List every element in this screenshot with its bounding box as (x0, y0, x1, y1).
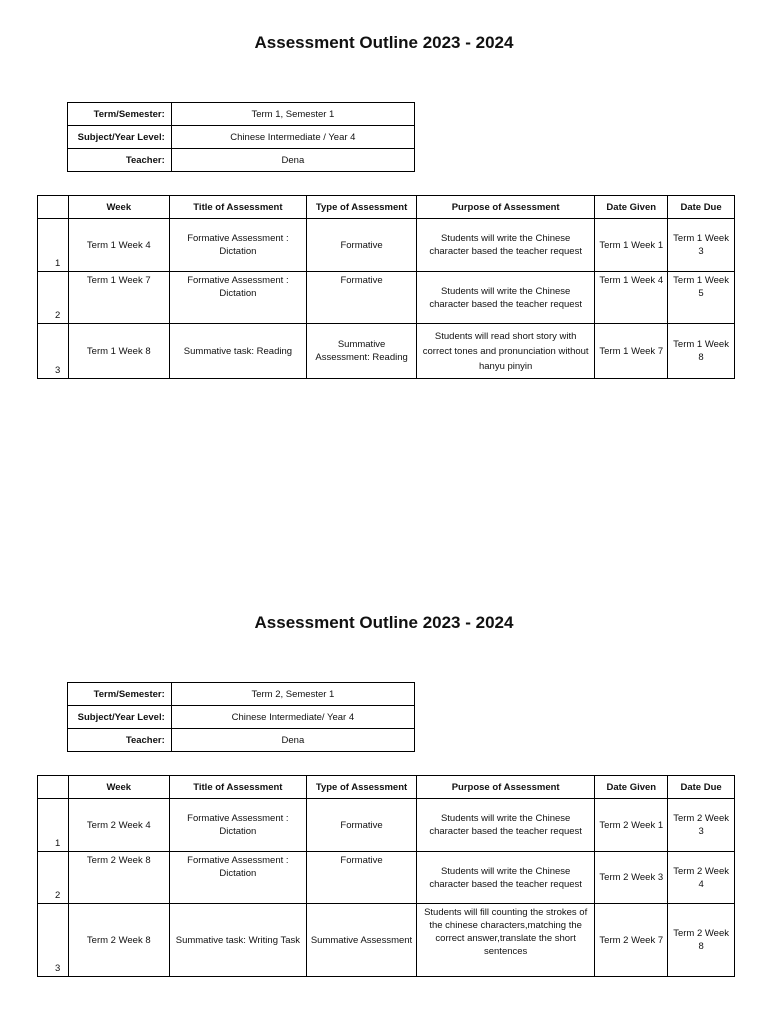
header-purpose: Purpose of Assessment (416, 776, 595, 799)
info-row-term (68, 683, 415, 706)
week-cell: Term 1 Week 8 (68, 324, 169, 379)
header-title: Title of Assessment (169, 196, 307, 219)
header-week: Week (68, 196, 169, 219)
header-num (38, 196, 69, 219)
type-cell: Formative (307, 272, 417, 324)
table-header-row (38, 196, 735, 219)
row-number: 3 (38, 904, 69, 977)
info-row-subject (68, 126, 415, 149)
row-number: 2 (38, 272, 69, 324)
info-row-subject (68, 706, 415, 729)
week-cell: Term 1 Week 7 (68, 272, 169, 324)
title-cell: Summative task: Reading (169, 324, 307, 379)
header-date-given: Date Given (595, 196, 668, 219)
table-row (38, 272, 735, 324)
subject-value: Chinese Intermediate/ Year 4 (171, 706, 414, 729)
page-title: Assessment Outline 2023 - 2024 (254, 613, 514, 632)
teacher-label: Teacher: (68, 729, 172, 752)
assessment-table (37, 775, 735, 977)
week-cell: Term 2 Week 8 (68, 904, 169, 977)
table-header-row (38, 776, 735, 799)
header-num (38, 776, 69, 799)
header-date-given: Date Given (595, 776, 668, 799)
week-cell: Term 2 Week 4 (68, 799, 169, 852)
teacher-label: Teacher: (68, 149, 172, 172)
header-date-due: Date Due (668, 776, 735, 799)
purpose-cell: Students will write the Chinese character based the teacher request (416, 852, 595, 904)
header-week: Week (68, 776, 169, 799)
type-cell: Formative (307, 219, 417, 272)
teacher-value: Dena (171, 149, 414, 172)
date-due-cell: Term 2 Week 8 (668, 904, 735, 977)
teacher-value: Dena (171, 729, 414, 752)
date-given-cell: Term 1 Week 1 (595, 219, 668, 272)
info-table (67, 682, 415, 752)
term-label: Term/Semester: (68, 103, 172, 126)
type-cell: Formative (307, 852, 417, 904)
header-type: Type of Assessment (307, 776, 417, 799)
week-cell: Term 1 Week 4 (68, 219, 169, 272)
title-cell: Formative Assessment : Dictation (169, 272, 307, 324)
purpose-cell: Students will write the Chinese character based the teacher request (416, 219, 594, 272)
date-due-cell: Term 1 Week 8 (668, 324, 735, 379)
header-title: Title of Assessment (169, 776, 307, 799)
purpose-cell: Students will read short story with correct tones and pronunciation without hanyu pinyin (416, 324, 594, 379)
type-cell: Summative Assessment: Reading (307, 324, 417, 379)
type-cell: Summative Assessment (307, 904, 417, 977)
row-number: 3 (38, 324, 69, 379)
row-number: 2 (38, 852, 69, 904)
date-due-cell: Term 2 Week 3 (668, 799, 735, 852)
table-row (38, 799, 735, 852)
term-label: Term/Semester: (68, 683, 172, 706)
term-value: Term 2, Semester 1 (171, 683, 414, 706)
row-number: 1 (38, 799, 69, 852)
type-cell: Formative (307, 799, 417, 852)
title-cell: Formative Assessment : Dictation (169, 852, 307, 904)
row-number: 1 (38, 219, 69, 272)
week-cell: Term 2 Week 8 (68, 852, 169, 904)
date-due-cell: Term 1 Week 3 (668, 219, 735, 272)
purpose-cell: Students will fill counting the strokes of the chinese characters,matching the correct answer,translate the short sentences (416, 904, 595, 977)
purpose-cell: Students will write the Chinese character based the teacher request (416, 272, 594, 324)
table-row (38, 219, 735, 272)
info-row-teacher (68, 149, 415, 172)
term-value: Term 1, Semester 1 (171, 103, 414, 126)
date-due-cell: Term 1 Week 5 (668, 272, 735, 324)
info-table (67, 102, 415, 172)
title-cell: Summative task: Writing Task (169, 904, 307, 977)
info-row-teacher (68, 729, 415, 752)
subject-value: Chinese Intermediate / Year 4 (171, 126, 414, 149)
assessment-table (37, 195, 735, 379)
date-given-cell: Term 1 Week 4 (595, 272, 668, 324)
page-title: Assessment Outline 2023 - 2024 (254, 33, 514, 52)
header-purpose: Purpose of Assessment (416, 196, 594, 219)
date-due-cell: Term 2 Week 4 (668, 852, 735, 904)
purpose-cell: Students will write the Chinese character based the teacher request (416, 799, 595, 852)
table-row (38, 852, 735, 904)
header-type: Type of Assessment (307, 196, 417, 219)
date-given-cell: Term 2 Week 1 (595, 799, 668, 852)
info-row-term (68, 103, 415, 126)
title-cell: Formative Assessment : Dictation (169, 799, 307, 852)
subject-label: Subject/Year Level: (68, 706, 172, 729)
title-cell: Formative Assessment : Dictation (169, 219, 307, 272)
table-row (38, 904, 735, 977)
date-given-cell: Term 2 Week 7 (595, 904, 668, 977)
subject-label: Subject/Year Level: (68, 126, 172, 149)
date-given-cell: Term 1 Week 7 (595, 324, 668, 379)
date-given-cell: Term 2 Week 3 (595, 852, 668, 904)
table-row (38, 324, 735, 379)
header-date-due: Date Due (668, 196, 735, 219)
